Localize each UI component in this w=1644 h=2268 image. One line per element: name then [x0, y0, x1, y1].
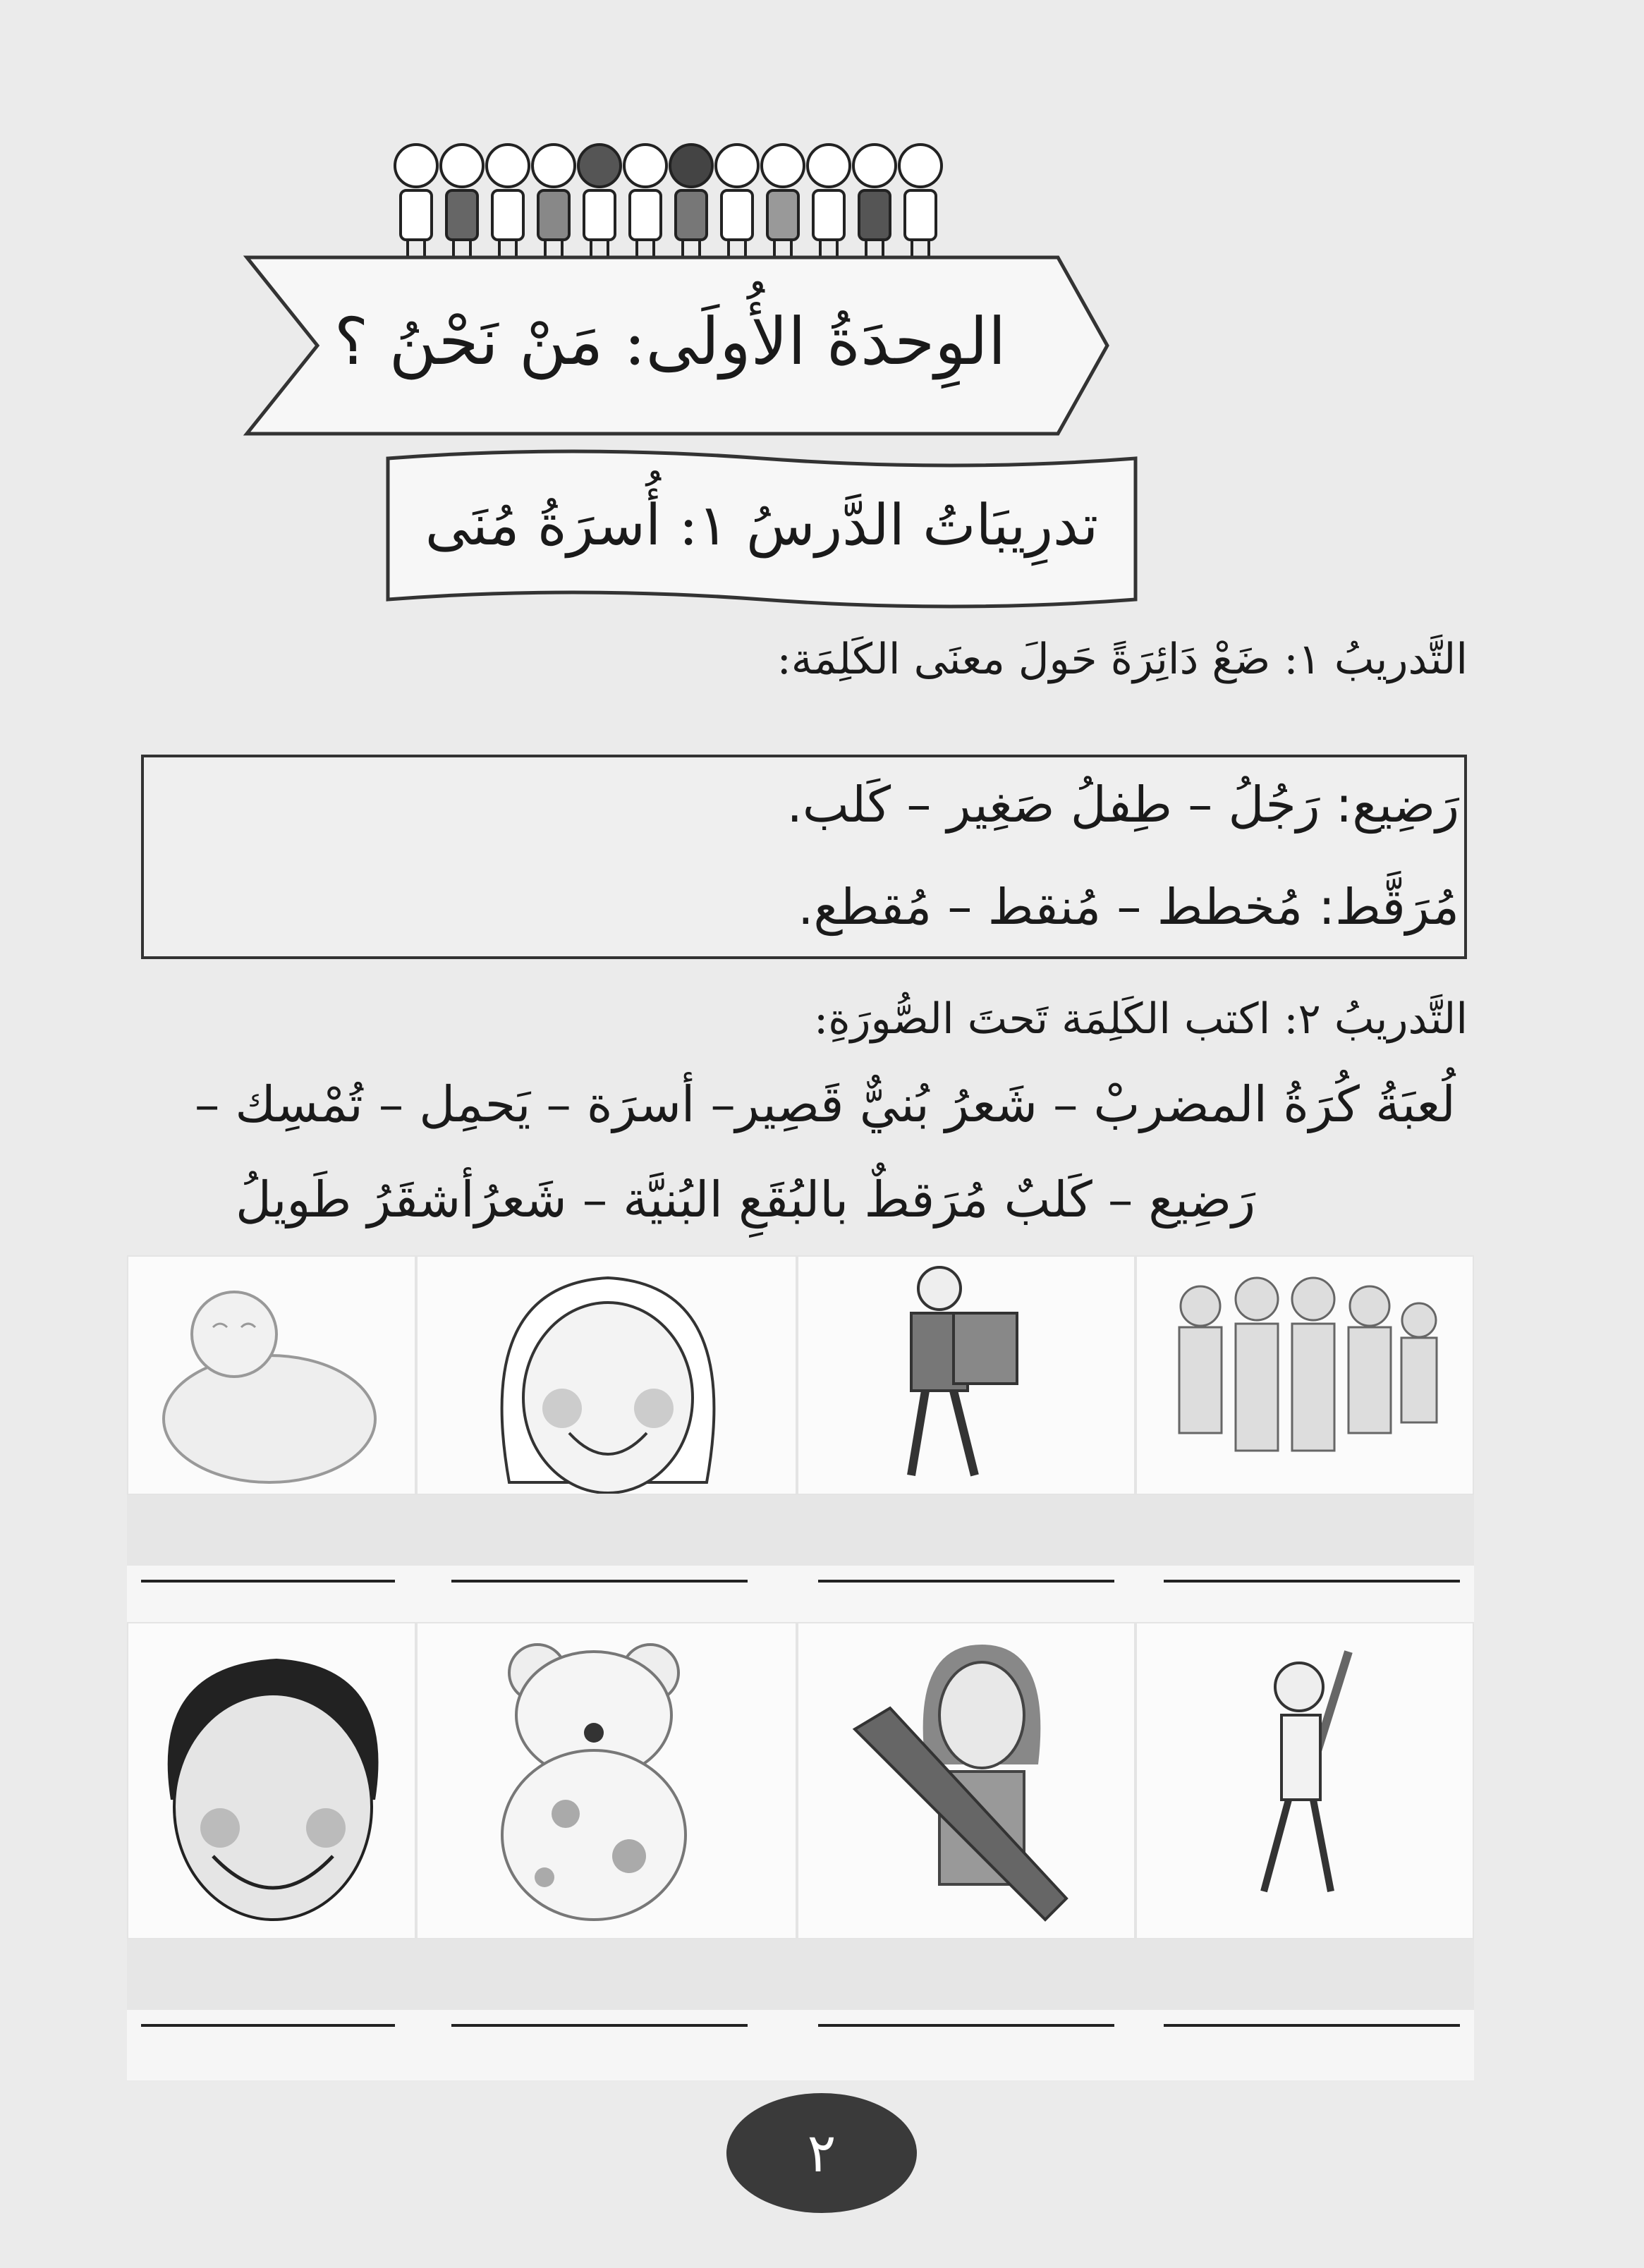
page-number: ٢	[726, 2093, 917, 2213]
exercise1-heading: التَّدريبُ ١: ضَعْ دَائِرَةً حَولَ معنَى الكَلِمَة:	[777, 635, 1468, 684]
picture-cell-baseball	[1135, 1622, 1474, 1939]
unit-title: الوِحدَةُ الأُولَى: مَنْ نَحْنُ ؟	[334, 304, 1006, 379]
answer-line[interactable]	[1164, 1580, 1460, 1583]
picture-cell-girl-crayon	[797, 1622, 1135, 1939]
answer-line[interactable]	[451, 1580, 748, 1583]
picture-cell-man-box	[797, 1255, 1135, 1495]
girl-holding-crayon-icon	[798, 1623, 1134, 1938]
picture-cell-baby	[127, 1255, 416, 1495]
man-carrying-box-icon	[798, 1257, 1134, 1494]
word-bank-line: لُعبَةُ كُرَةُ المضربْ – شَعرُ بُنيٌّ قَصِير– أسرَة – يَحمِل – تُمْسِك –	[195, 1075, 1456, 1133]
picture-grid	[127, 1255, 1474, 2080]
answer-line[interactable]	[141, 2024, 395, 2027]
answer-line[interactable]	[818, 1580, 1114, 1583]
exercise1-line[interactable]: رَضِيع: رَجُلُ – طِفلُ صَغِير – كَلب.	[786, 776, 1459, 834]
picture-cell-short-hair-face	[127, 1622, 416, 1939]
lesson-title: تدرِيبَاتُ الدَّرسُ ١: أُسرَةُ مُنَى	[425, 492, 1099, 558]
children-illustration	[381, 134, 966, 268]
answer-band	[127, 1488, 1474, 1566]
answer-line[interactable]	[818, 2024, 1114, 2027]
answer-band	[127, 1932, 1474, 2010]
baby-icon	[128, 1257, 415, 1494]
picture-cell-family	[1135, 1255, 1474, 1495]
picture-cell-blonde-face	[416, 1255, 797, 1495]
answer-line[interactable]	[141, 1580, 395, 1583]
word-bank-line: رَضِيع – كَلبٌ مُرَقطٌ بالبُقَعِ البُنيَّة – شَعرُأشقَرُ طَويلُ	[235, 1171, 1255, 1228]
answer-line[interactable]	[1164, 2024, 1460, 2027]
picture-cell-dog	[416, 1622, 797, 1939]
short-hair-face-icon	[128, 1623, 415, 1938]
exercise1-line[interactable]: مُرَقَّط: مُخطط – مُنقط – مُقطع.	[798, 878, 1459, 936]
family-group-icon	[1137, 1257, 1473, 1494]
exercise2-heading: التَّدريبُ ٢: اكتب الكَلِمَة تَحتَ الصُّورَةِ:	[814, 994, 1468, 1044]
answer-line[interactable]	[451, 2024, 748, 2027]
spotted-dog-icon	[418, 1623, 796, 1938]
baseball-player-icon	[1137, 1623, 1473, 1938]
blonde-hair-face-icon	[418, 1257, 796, 1494]
